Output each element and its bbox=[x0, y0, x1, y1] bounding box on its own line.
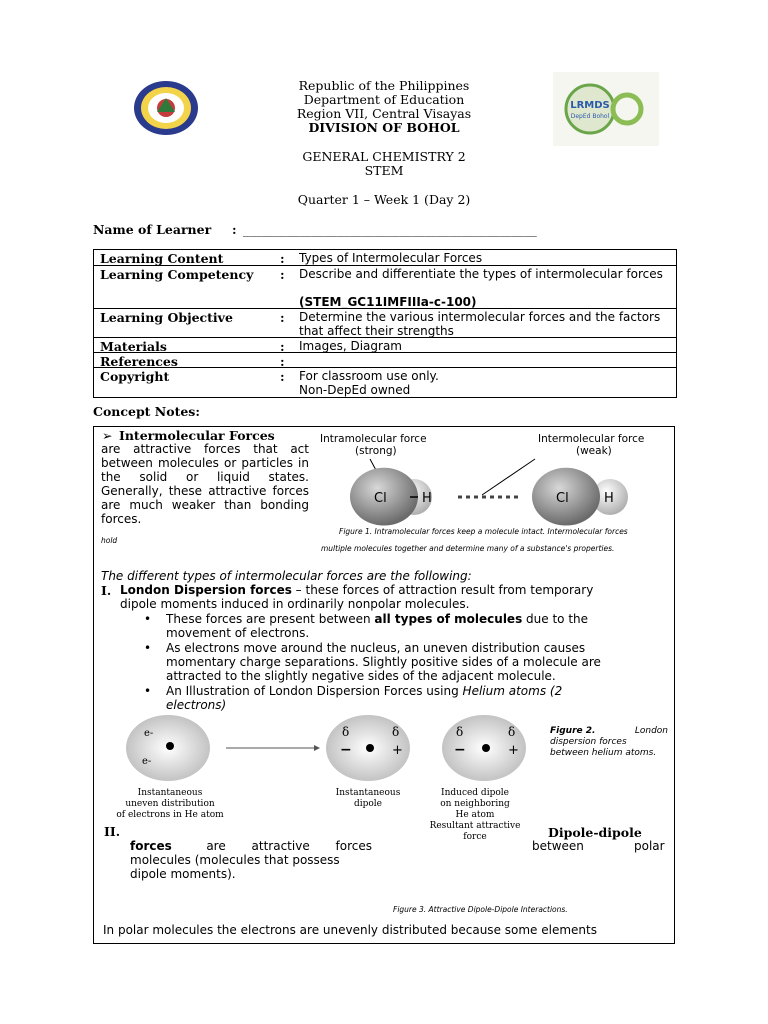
types-intro: The different types of intermolecular forces are the following: bbox=[101, 569, 472, 583]
london-line1 bbox=[120, 583, 593, 597]
header-region: Region VII, Central Visayas bbox=[296, 106, 472, 121]
cl-label-2: Cl bbox=[556, 491, 569, 506]
lrmds-logo-subtext: DepEd Bohol bbox=[570, 113, 610, 120]
fig2-caption-b bbox=[318, 788, 418, 810]
electron-label-2: e- bbox=[142, 756, 152, 767]
row-colon: : bbox=[280, 339, 285, 354]
london-bullet3-line2: electrons) bbox=[166, 698, 227, 712]
table-row bbox=[94, 352, 676, 367]
fig2-caption-c bbox=[420, 788, 530, 843]
electron-label-1: e- bbox=[144, 728, 154, 739]
fig2-caption-a bbox=[100, 788, 240, 821]
row-value: Determine the various intermolecular forces and the factors that affect their strengths bbox=[299, 310, 661, 338]
b3-italic: Helium atoms (2 bbox=[462, 684, 563, 698]
london-text: – these forces of attraction result from temporary bbox=[291, 583, 594, 597]
header-department: Department of Education bbox=[303, 92, 465, 107]
nucleus-2 bbox=[366, 744, 374, 752]
learner-name-field[interactable]: _______________________________________________ bbox=[243, 222, 537, 237]
cl-label-1: Cl bbox=[374, 491, 387, 506]
lrmds-logo bbox=[553, 72, 659, 146]
figure3-caption: Figure 3. Attractive Dipole-Dipole Interactions. bbox=[393, 905, 568, 914]
cap-c4: Resultant attractive bbox=[429, 821, 521, 831]
dipole-number: II. bbox=[104, 824, 121, 839]
subject-title: GENERAL CHEMISTRY 2 bbox=[302, 149, 466, 164]
h-label-1: H bbox=[422, 491, 432, 506]
nucleus-1 bbox=[166, 742, 174, 750]
deped-seal-logo bbox=[133, 80, 199, 136]
fig2-label: Figure 2. bbox=[550, 726, 596, 736]
helium-atoms-diagram bbox=[110, 712, 540, 792]
b1-post: due to the bbox=[522, 612, 589, 626]
competency-code: (STEM_GC11IMFIIIa-c-100) bbox=[299, 295, 477, 309]
b1-bold: all types of molecules bbox=[374, 612, 523, 626]
figure2-caption bbox=[550, 726, 668, 759]
london-bullet2-l1: As electrons move around the nucleus, an uneven distribution causes bbox=[166, 641, 586, 655]
dipole-polar: polar bbox=[634, 839, 665, 853]
london-bullet2-l2: momentary charge separations. Slightly positive sides of a molecule are bbox=[166, 655, 601, 669]
nucleus-3 bbox=[482, 744, 490, 752]
cap-a1: Instantaneous bbox=[137, 788, 203, 798]
table-row bbox=[94, 308, 676, 337]
delta-symbol: δ bbox=[456, 725, 464, 739]
row-key: Learning Competency bbox=[100, 267, 254, 282]
london-bullet1 bbox=[166, 612, 668, 626]
bullet-dot: • bbox=[144, 641, 152, 655]
cap-c3: He atom bbox=[455, 810, 495, 820]
london-bullet2-l3: attracted to the slightly negative sides of the adjacent molecule. bbox=[166, 669, 556, 683]
delta-symbol: δ bbox=[342, 725, 350, 739]
row-key: Copyright bbox=[100, 369, 170, 384]
row-value: Types of Intermolecular Forces bbox=[299, 251, 483, 265]
row-key: Learning Objective bbox=[100, 310, 233, 325]
cap-b2: dipole bbox=[353, 799, 383, 809]
london-bullet3 bbox=[166, 684, 562, 698]
figure1-caption-line1: Figure 1. Intramolecular forces keep a molecule intact. Intermolecular forces bbox=[339, 527, 628, 536]
row-key: Learning Content bbox=[100, 251, 224, 266]
header-division: DIVISION OF BOHOL bbox=[308, 120, 460, 135]
inter-label: Intermolecular force bbox=[538, 433, 645, 445]
b1-pre: These forces are present between bbox=[166, 612, 375, 626]
intra-sub: (strong) bbox=[355, 445, 397, 457]
fig2-text1: London bbox=[634, 726, 668, 736]
imf-title: Intermolecular Forces bbox=[119, 428, 275, 443]
table-row bbox=[94, 250, 676, 265]
cap-c1: Induced dipole bbox=[441, 788, 509, 798]
fig2-text3: between helium atoms. bbox=[550, 748, 657, 758]
cap-b1: Instantaneous bbox=[335, 788, 401, 798]
delta-symbol: δ bbox=[508, 725, 516, 739]
dipole-line1-rest: are attractive forces bbox=[206, 839, 372, 853]
concept-notes-heading: Concept Notes: bbox=[93, 404, 200, 419]
learner-colon: : bbox=[232, 222, 237, 237]
row-colon: : bbox=[280, 251, 285, 266]
plus-sign: + bbox=[392, 743, 403, 758]
hcl-molecules-diagram bbox=[340, 455, 640, 527]
dipole-line2: molecules (molecules that possess bbox=[130, 853, 340, 867]
intra-label: Intramolecular force bbox=[320, 433, 427, 445]
dipole-line3: dipole moments). bbox=[130, 867, 236, 881]
cap-c2: on neighboring bbox=[440, 799, 510, 809]
plus-sign: + bbox=[508, 743, 519, 758]
london-title: London Dispersion forces bbox=[120, 583, 292, 597]
row-colon: : bbox=[280, 354, 285, 369]
strand-title: STEM bbox=[364, 163, 404, 178]
cap-a3: of electrons in He atom bbox=[116, 810, 224, 820]
dipole-line1 bbox=[130, 839, 372, 853]
header-republic: Republic of the Philippines bbox=[298, 78, 470, 93]
dipole-title: Dipole-dipole bbox=[548, 825, 642, 840]
b3-pre: An Illustration of London Dispersion Forces using bbox=[166, 684, 463, 698]
inter-sub: (weak) bbox=[576, 445, 612, 457]
row-key: Materials bbox=[100, 339, 167, 354]
caption-hold-word: hold bbox=[101, 536, 118, 545]
learner-label: Name of Learner bbox=[93, 222, 212, 237]
table-row bbox=[94, 337, 676, 352]
bullet-dot: • bbox=[144, 612, 152, 626]
london-number: I. bbox=[101, 583, 112, 598]
cap-c5: force bbox=[463, 832, 487, 842]
cap-a2: uneven distribution bbox=[125, 799, 215, 809]
h-label-2: H bbox=[604, 491, 614, 506]
fig2-text2: dispersion forces bbox=[550, 737, 627, 747]
bullet-dot: • bbox=[144, 684, 152, 698]
minus-sign: − bbox=[454, 742, 466, 758]
london-bullet1-line2: movement of electrons. bbox=[166, 626, 310, 640]
polar-molecules-text: In polar molecules the electrons are unevenly distributed because some elements bbox=[103, 923, 597, 937]
figure1-caption-line2: multiple molecules together and determine many of a substance's properties. bbox=[321, 544, 615, 553]
row-value: Describe and differentiate the types of intermolecular forces bbox=[299, 267, 663, 281]
lrmds-logo-text: LRMDS bbox=[570, 100, 610, 111]
dipole-between: between bbox=[532, 839, 584, 853]
arrow-icon bbox=[314, 745, 320, 751]
london-line2: dipole moments induced in ordinarily nonpolar molecules. bbox=[120, 597, 470, 611]
imf-definition: are attractive forces that act between molecules or particles in the solid or liquid states. Generally, these attractive forces are much weaker than bonding forces. bbox=[101, 442, 309, 526]
row-value: For classroom use only. bbox=[299, 369, 439, 383]
delta-symbol: δ bbox=[392, 725, 400, 739]
row-key: References bbox=[100, 354, 178, 369]
table-row bbox=[94, 367, 676, 397]
row-value: Images, Diagram bbox=[299, 339, 402, 353]
dipole-forces-word: forces bbox=[130, 839, 172, 853]
lesson-info-table bbox=[93, 249, 677, 398]
quarter-week: Quarter 1 – Week 1 (Day 2) bbox=[297, 192, 471, 207]
row-value-2: Non-DepEd owned bbox=[299, 383, 411, 397]
arrow-bullet-icon: ➢ bbox=[102, 428, 113, 443]
minus-sign: − bbox=[340, 742, 352, 758]
row-colon: : bbox=[280, 369, 285, 384]
table-row bbox=[94, 265, 676, 308]
row-colon: : bbox=[280, 267, 285, 282]
row-colon: : bbox=[280, 310, 285, 325]
